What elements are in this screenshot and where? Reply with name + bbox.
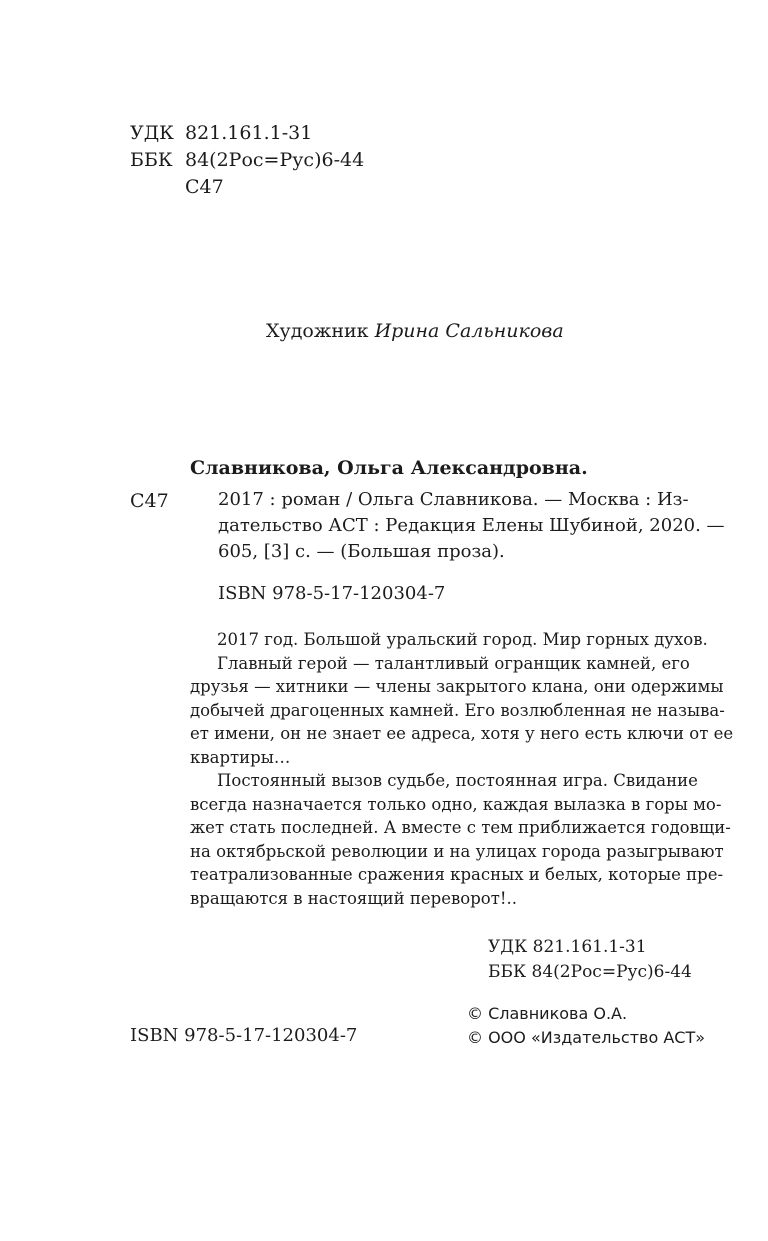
annotation-line: добычей драгоценных камней. Его возлюбленная не называ-	[190, 700, 725, 720]
bibliographic-description	[218, 487, 725, 565]
bbk-value: 84(2Рос=Рус)6-44	[185, 149, 365, 171]
bib-line: дательство АСТ : Редакция Елены Шубиной, 2020. —	[218, 515, 725, 536]
copyright-author: © Славникова О.А.	[467, 1004, 628, 1023]
bbk-bottom: ББК 84(2Рос=Рус)6-44	[488, 962, 692, 982]
artist-name: Ирина Сальникова	[374, 320, 564, 342]
udk-bottom: УДК 821.161.1-31	[488, 937, 647, 957]
bib-line: 605, [3] с. — (Большая проза).	[218, 541, 505, 562]
udk-value: 821.161.1-31	[185, 122, 313, 144]
annotation-line: 2017 год. Большой уральский город. Мир горных духов.	[217, 630, 708, 649]
bbk-label: ББК	[130, 149, 173, 171]
annotation-line: ет имени, он не знает ее адреса, хотя у него есть ключи от ее	[190, 724, 734, 743]
isbn-bottom: ISBN 978-5-17-120304-7	[130, 1025, 358, 1046]
annotation-line: вращаются в настоящий переворот!..	[190, 888, 517, 908]
artist-credit	[266, 320, 564, 342]
annotation-line: Главный герой — талантливый огранщик камней, его	[217, 653, 690, 673]
udk-row	[130, 120, 364, 147]
classification-bottom	[488, 935, 692, 985]
copyright-block	[467, 1002, 705, 1050]
copyright-publisher: © ООО «Издательство АСТ»	[467, 1028, 706, 1047]
annotation-line: театрализованные сражения красных и белых, которые пре-	[190, 865, 724, 884]
author-cipher-top: С47	[185, 176, 224, 198]
annotation-line: на октябрьской революции и на улицах города разыгрывают	[190, 841, 724, 861]
cipher-row	[130, 174, 364, 201]
isbn-record: ISBN 978-5-17-120304-7	[218, 583, 446, 604]
annotation-line: Постоянный вызов судьбе, постоянная игра. Свидание	[217, 771, 698, 790]
bib-line: 2017 : роман / Ольга Славникова. — Москва : Из-	[218, 489, 689, 510]
author-cipher-record: С47	[130, 490, 169, 512]
author-heading: Славникова, Ольга Александровна.	[190, 457, 588, 479]
artist-role: Художник	[266, 320, 369, 342]
annotation-line: жет стать последней. А вместе с тем приближается годовщи-	[190, 818, 731, 837]
annotation	[190, 628, 734, 910]
udk-label: УДК	[130, 122, 174, 144]
annotation-line: всегда назначается только одно, каждая вылазка в горы мо-	[190, 794, 722, 814]
bbk-row	[130, 147, 364, 174]
classification-top	[130, 120, 364, 201]
annotation-line: друзья — хитники — члены закрытого клана, они одержимы	[190, 677, 724, 696]
annotation-line: квартиры…	[190, 747, 291, 767]
